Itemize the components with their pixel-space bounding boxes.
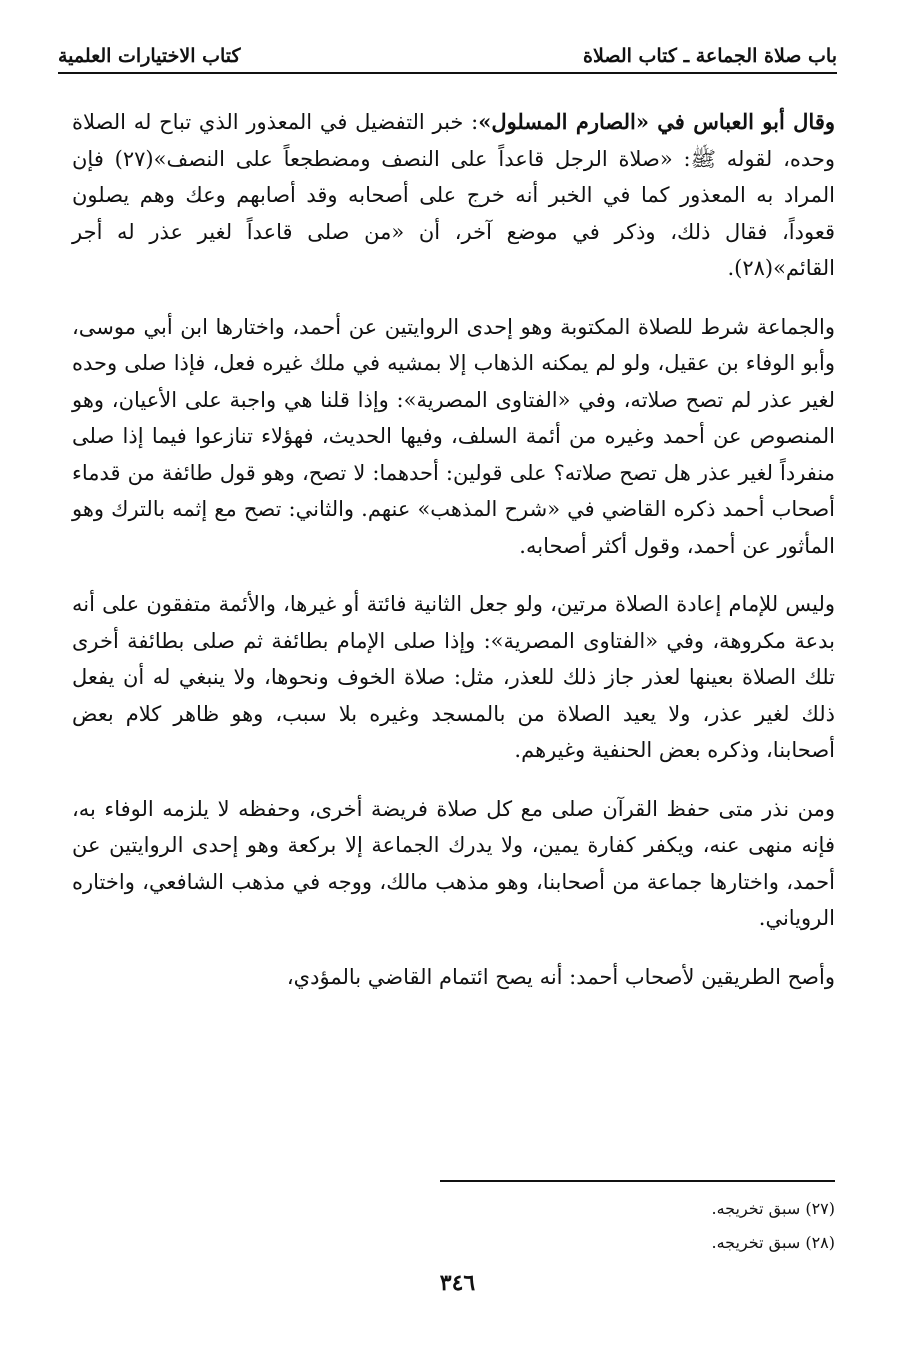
footnote-28: (٢٨) سبق تخريجه.	[711, 1233, 835, 1252]
footnote-separator	[440, 1180, 835, 1182]
header-book-title: كتاب الاختيارات العلمية	[58, 45, 241, 68]
paragraph-2	[72, 309, 835, 565]
paragraph-1	[72, 104, 835, 287]
footnotes	[440, 1192, 835, 1260]
paragraph-1-text: : خبر التفضيل في المعذور الذي تباح له الصلاة وحده، لقوله ﷺ: «صلاة الرجل قاعداً على النصف ومضطجعاً على النصف»(٢٧) فإن المراد به المعذور كما في الخبر أنه خرج على أصحابه وقد أصابهم وعك وهم يصلون قعوداً، فقال ذلك، وذكر في موضع آخر، أن «من صلى قاعداً لغير عذر له أجر القائم»(٢٨).	[72, 110, 835, 280]
paragraph-5-text: وأصح الطريقين لأصحاب أحمد: أنه يصح ائتمام القاضي بالمؤدي،	[286, 964, 835, 989]
main-text	[72, 104, 835, 1017]
page-number: ٣٤٦	[439, 1270, 476, 1296]
paragraph-3	[72, 586, 835, 769]
running-header	[58, 30, 837, 74]
paragraph-4	[72, 791, 835, 937]
paragraph-2-text: والجماعة شرط للصلاة المكتوبة وهو إحدى الروايتين عن أحمد، واختارها ابن أبي موسى، وأبو الوفاء بن عقيل، ولو لم يمكنه الذهاب إلا بمشيه في ملك غيره فعل، فإذا صلى وحده لغير عذر لم تصح صلاته، وفي «الفتاوى المصرية»: وإذا قلنا هي واجبة على الأعيان، وهو المنصوص عن أحمد وغيره من أئمة السلف، وفيها الحديث، فهؤلاء تنازعوا فيما إذا صلى منفرداً لغير عذر هل تصح صلاته؟ على قولين: أحدهما: لا تصح، وهو قول طائفة من قدماء أصحاب أحمد ذكره القاضي في «شرح المذهب» عنهم. والثاني: تصح مع إثمه بالترك وهو المأثور عن أحمد، وقول أكثر أصحابه.	[72, 314, 835, 558]
footnote-27: (٢٧) سبق تخريجه.	[711, 1199, 835, 1218]
paragraph-4-text: ومن نذر متى حفظ القرآن صلى مع كل صلاة فريضة أخرى، وحفظه لا يلزمه الوفاء به، فإنه منهى عنه، ويكفر كفارة يمين، ولا يدرك الجماعة إلا بركعة وهو إحدى الروايتين عن أحمد، واختارها جماعة من أصحابنا، وهو مذهب مالك، ووجه في مذهب الشافعي، واختاره الروياني.	[72, 796, 835, 930]
paragraph-5	[72, 959, 835, 996]
paragraph-1-lead: وقال أبو العباس في «الصارم المسلول»	[478, 109, 835, 134]
header-chapter-title: باب صلاة الجماعة ـ كتاب الصلاة	[583, 45, 837, 68]
paragraph-3-text: وليس للإمام إعادة الصلاة مرتين، ولو جعل الثانية فائتة أو غيرها، والأئمة متفقون على أنه بدعة مكروهة، وفي «الفتاوى المصرية»: وإذا صلى الإمام بطائفة ثم صلى بطائفة أخرى تلك الصلاة بعينها لعذر جاز ذلك للعذر، مثل: صلاة الخوف ونحوها، ولا ينبغي له أن يفعل ذلك لغير عذر، ولا يعيد الصلاة من بالمسجد وغيره بلا سبب، وهو ظاهر كلام بعض أصحابنا، وذكره بعض الحنفية وغيرهم.	[72, 592, 835, 762]
